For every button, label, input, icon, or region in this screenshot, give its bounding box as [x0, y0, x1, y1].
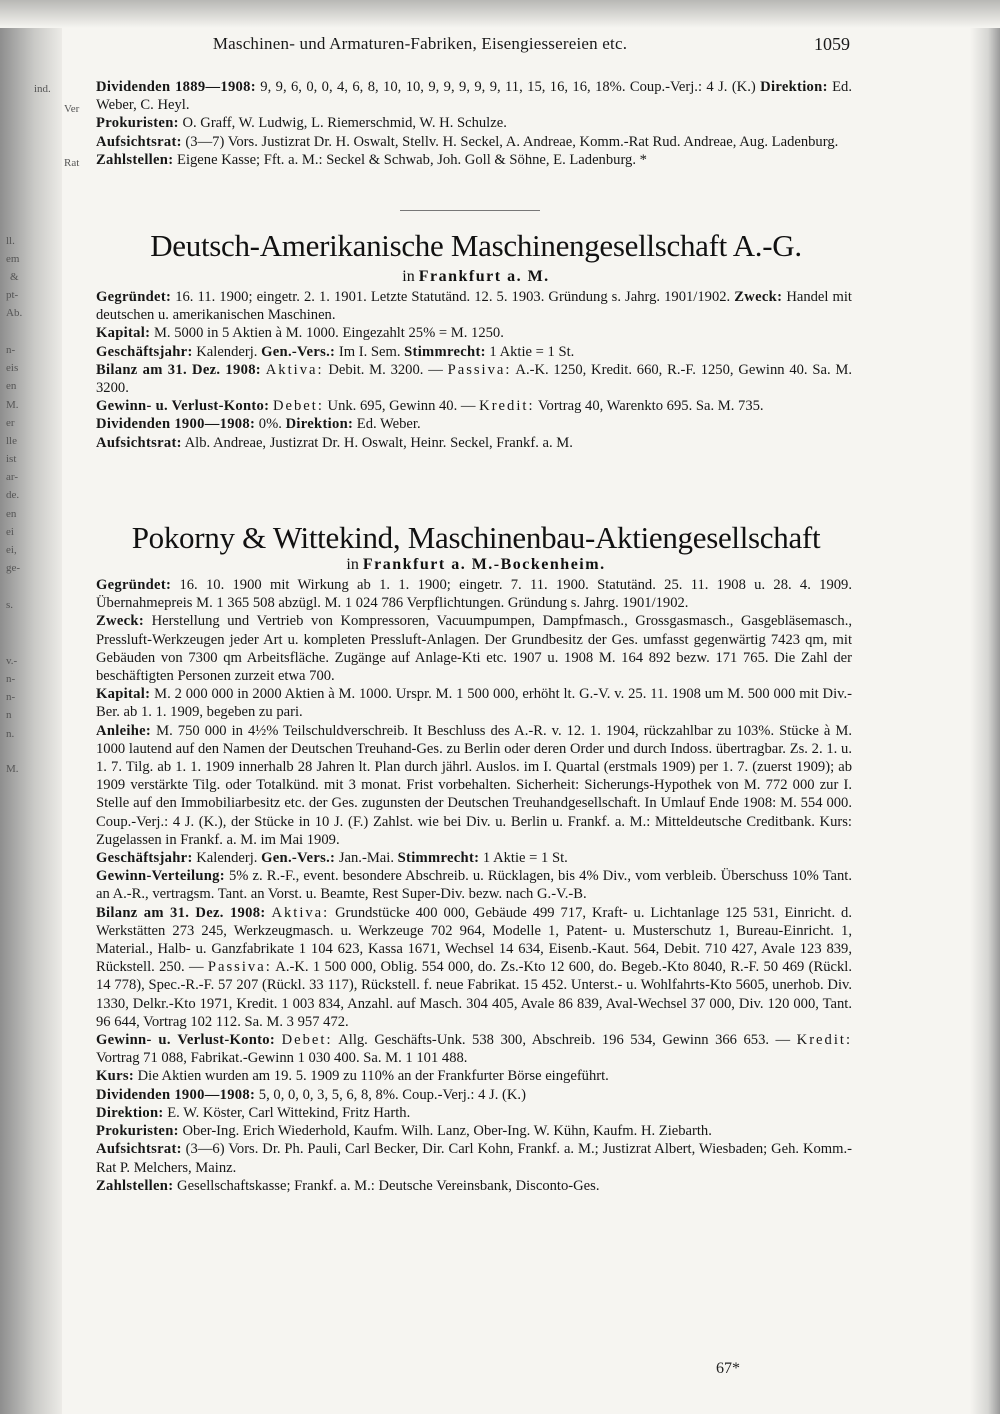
margin-fragment: n.: [6, 728, 15, 740]
field-value: Debit. M. 3200. —: [323, 361, 448, 378]
field-label: Gewinn-Verteilung:: [96, 868, 225, 885]
location-name: Frankfurt a. M.: [418, 268, 550, 285]
field-value: 16. 11. 1900; eingetr. 2. 1. 1901. Letzte Statutänd. 12. 5. 1903. Gründung s. Jahrg. 1901/1902.: [171, 289, 735, 305]
field-label: Kapital:: [96, 686, 151, 703]
field-value: Ed. Weber.: [353, 416, 421, 433]
field-value: 0%.: [255, 416, 286, 433]
margin-fragment: ll.: [6, 235, 15, 247]
entry-line: [96, 397, 852, 415]
aktiva-label: Aktiva:: [265, 361, 324, 378]
margin-fragment: ind.: [34, 83, 51, 95]
field-label: Prokuristen:: [96, 115, 179, 132]
field-value: M. 2 000 000 in 2000 Aktien à M. 1000. Urspr. M. 1 500 000, erhöht lt. G.-V. v. 25. 11. 1908 um M. 500 000 mit Div.-Ber. ab 1. 1. 1909, begeben zu pari.: [96, 686, 852, 721]
field-label: Zahlstellen:: [96, 1177, 174, 1194]
passiva-label: Passiva:: [447, 361, 512, 378]
field-label: Dividenden 1900—1908:: [96, 416, 256, 433]
margin-fragment: ei: [6, 526, 14, 538]
field-label: Bilanz am 31. Dez. 1908:: [96, 904, 266, 921]
entry-line: [96, 324, 852, 342]
margin-fragment: Rat: [64, 157, 80, 169]
field-label: Gegründet:: [96, 577, 172, 593]
entry-line: [96, 1140, 852, 1176]
field-value: O. Graff, W. Ludwig, L. Riemerschmid, W. H. Schulze.: [178, 115, 507, 132]
field-value: Handel mit deutschen u. amerikanischen Maschinen.: [96, 289, 852, 324]
entry-line: [96, 867, 852, 903]
kredit-label: Kredit:: [479, 398, 535, 415]
field-label: Anleihe:: [96, 722, 152, 739]
debet-label: Debet:: [272, 398, 324, 415]
entry-line: [96, 722, 852, 849]
margin-fragment: de.: [6, 489, 20, 501]
margin-fragment: s.: [6, 599, 14, 611]
company-location: [96, 556, 856, 574]
kredit-label: Kredit:: [796, 1032, 852, 1049]
field-label: Zweck:: [96, 613, 145, 630]
field-value: (3—7) Vors. Justizrat Dr. H. Oswalt, Stellv. H. Seckel, A. Andreae, Komm.-Rat Rud. Andreae, Aug. Ladenburg.: [181, 133, 839, 150]
field-label: Aufsichtsrat:: [96, 133, 182, 150]
margin-fragment: en: [6, 380, 17, 392]
field-value: 1 Aktie = 1 St.: [479, 850, 568, 867]
field-value: A.-K. 1250, Kredit. 660, R.-F. 1250, Gewinn 40. Sa. M. 3200.: [96, 361, 852, 397]
field-label: Bilanz am 31. Dez. 1908:: [96, 361, 261, 378]
margin-fragment: ist: [6, 453, 17, 465]
margin-fragment: pt-: [6, 289, 19, 301]
entry-line: [96, 361, 852, 397]
margin-fragment: en: [6, 508, 17, 520]
company-location: [96, 268, 856, 286]
field-label: Direktion:: [285, 416, 354, 433]
field-value: A.-K. 1 500 000, Oblig. 554 000, do. Zs.-Kto 12 600, do. Begeb.-Kto 8040, R.-F. 50 469 (Rückl. 14 778), Spec.-R.-F. 57 207 (Rückl. 33 117), Rückstell. f. neue Fabrikat. 15 452. Unterst.- u. Wohlfahrts-Kto 5605, unerhob. Div. 1330, Delkr.-Kto 1971, Kredit. 1 003 834, Anzahl. auf Masch. 304 405, Avale 86 839, Aval-Wechsel 37 000, Div. 120 000, Tant. 96 644, Vortrag 102 112. Sa. M. 3 957 472.: [96, 959, 852, 1030]
field-value: Herstellung und Vertrieb von Kompressoren, Vacuumpumpen, Dampfmasch., Grossgasmasch., Gasgebläsemasch., Pressluft-Werkzeugen jeder Art u. kompleten Pressluft-Anlagen. Der Grundbesitz der Ges. umfasst gegenwärtig 7423 qm, mit Gebäuden von 7300 qm Arbeitsfläche. Zugänge auf Anlage-Kti etc. 1907 u. 1908 M. 164 892 bezw. 171 765. Die Zahl der beschäftigten Personen zurzeit etwa 700.: [96, 613, 852, 685]
field-value: 1 Aktie = 1 St.: [485, 343, 575, 360]
aktiva-label: Aktiva:: [271, 904, 330, 921]
entry-line: [96, 1067, 852, 1085]
passiva-label: Passiva:: [207, 959, 272, 976]
field-label: Dividenden 1900—1908:: [96, 1086, 256, 1103]
company-entry: [96, 288, 852, 452]
field-value: Ober-Ing. Erich Wiederhold, Kaufm. Wilh. Lanz, Ober-Ing. W. Kühn, Kaufm. H. Ziebarth.: [178, 1123, 712, 1140]
field-label: Direktion:: [760, 79, 828, 95]
entry-line: [96, 1031, 852, 1067]
field-label: Geschäftsjahr:: [96, 343, 193, 360]
entry-line: [96, 1086, 852, 1104]
margin-fragment: Ab.: [6, 307, 23, 319]
margin-fragment: n-: [6, 673, 16, 685]
entry-line: [96, 1122, 852, 1140]
right-edge-shadow: [970, 0, 1000, 1414]
margin-fragment: M.: [6, 399, 19, 411]
field-value: Jan.-Mai.: [335, 850, 398, 867]
field-value: Vortrag 40, Warenkto 695. Sa. M. 735.: [534, 398, 764, 415]
margin-fragment: &: [10, 271, 19, 283]
field-label: Gen.-Vers.:: [261, 850, 336, 867]
entry-line: [96, 151, 852, 169]
margin-fragment: ge-: [6, 562, 21, 574]
field-label: Aufsichtsrat:: [96, 1141, 182, 1158]
entry-line: [96, 685, 852, 721]
entry-line: [96, 849, 852, 867]
company-title: Pokorny & Wittekind, Maschinenbau-Aktiengesellschaft: [131, 520, 821, 555]
left-margin-shadow: [0, 0, 62, 1414]
margin-fragment: eis: [6, 362, 19, 374]
location-prefix: in: [346, 556, 363, 573]
page-number: 1059: [814, 34, 850, 54]
entry-line: [96, 904, 852, 1031]
field-value: 5, 0, 0, 0, 3, 5, 6, 8, 8%. Coup.-Verj.: 4 J. (K.): [255, 1086, 526, 1103]
margin-fragment: ar-: [6, 471, 18, 483]
section-rule: [400, 210, 540, 211]
entry-line: [96, 612, 852, 685]
field-value: Allg. Geschäfts-Unk. 538 300, Abschreib. 196 534, Gewinn 366 653. —: [332, 1032, 797, 1049]
field-value: Vortrag 71 088, Fabrikat.-Gewinn 1 030 400. Sa. M. 1 101 488.: [96, 1050, 468, 1067]
margin-fragment: em: [6, 253, 20, 265]
entry-line: [96, 78, 852, 114]
top-edge-shadow: [0, 0, 1000, 28]
field-label: Prokuristen:: [96, 1123, 179, 1140]
entry-line: [96, 114, 852, 132]
field-label: Zweck:: [734, 289, 783, 305]
entry-line: [96, 343, 852, 361]
signature-mark: 67*: [716, 1360, 740, 1377]
field-value: Alb. Andreae, Justizrat Dr. H. Oswalt, Heinr. Seckel, Frankf. a. M.: [181, 434, 573, 451]
entry-continuation: [96, 78, 852, 169]
field-value: (3—6) Vors. Dr. Ph. Pauli, Carl Becker, Dir. Carl Kohn, Frankf. a. M.; Justizrat Albert, Wiesbaden; Geh. Komm.-Rat P. Melchers, Mainz.: [96, 1141, 852, 1176]
field-label: Gegründet:: [96, 289, 172, 305]
field-value: 16. 10. 1900 mit Wirkung ab 1. 1. 1900; eingetr. 7. 11. 1900. Statutänd. 25. 11. 1908 u. 28. 4. 1909. Übernahmepreis M. 1 365 508 abzügl. M. 1 024 786 Verpflichtungen. Gründung s. Jahrg. 1901/1902.: [96, 577, 852, 612]
field-label: Aufsichtsrat:: [96, 434, 182, 451]
field-value: Eigene Kasse; Fft. a. M.: Seckel & Schwab, Joh. Goll & Söhne, E. Ladenburg. *: [173, 151, 647, 168]
field-value: E. W. Köster, Carl Wittekind, Fritz Harth.: [163, 1104, 411, 1121]
location-prefix: in: [402, 268, 419, 285]
field-label: Gen.-Vers.:: [261, 343, 336, 360]
location-name: Frankfurt a. M.-Bockenheim.: [362, 556, 606, 573]
field-value: Kalenderj.: [192, 343, 262, 360]
field-label: Zahlstellen:: [96, 151, 174, 168]
margin-fragment: Ver: [64, 103, 80, 115]
field-label: Gewinn- u. Verlust-Konto:: [96, 1032, 276, 1049]
field-value: M. 750 000 in 4½% Teilschuldverschreib. It Beschluss des A.-R. v. 12. 1. 1904, rückzahlbar zu 103%. Stücke à M. 1000 lautend auf den Namen der Deutschen Treuhand-Ges. zu Berlin oder deren Order und durch Indoss. übertragbar. Zs. 2. 1. u. 1. 7. Tilg. ab 1. 1. 1909 innerhalb 28 Jahren lt. Plan durch jährl. Auslos. im I. Quartal (erstmals 1909) per 1. 7. (zuerst 1909); ab 1909 verstärkte Tilg. oder Totalkünd. mit 3 monat. Frist vorbehalten. Sicherheit: Sicherungs-Hypothek von M. 772 000 zur I. Stelle auf den Immobiliarbesitz etc. der Ges. zugunsten der Deutschen Treuhandgesellschaft. In Umlauf Ende 1908: M. 554 000. Coup.-Verj.: 4 J. (K.), der Stücke in 10 J. (F.) Zahlst. wie bei Div. u. Berlin u. Frankf. a. M.: Mitteldeutsche Creditbank. Kurs: Zugelassen in Frankf. a. M. im Mai 1909.: [96, 722, 852, 848]
field-value: M. 5000 in 5 Aktien à M. 1000. Eingezahlt 25% = M. 1250.: [150, 325, 504, 342]
running-title: Maschinen- und Armaturen-Fabriken, Eisengiessereien etc.: [212, 34, 628, 53]
field-label: Stimmrecht:: [397, 850, 480, 867]
margin-fragment: lle: [6, 435, 17, 447]
entry-line: [96, 434, 852, 452]
field-label: Stimmrecht:: [404, 343, 486, 360]
margin-fragment: n: [6, 709, 12, 721]
field-label: Gewinn- u. Verlust-Konto:: [96, 398, 270, 415]
margin-fragment: n-: [6, 691, 16, 703]
debet-label: Debet:: [281, 1032, 333, 1049]
field-label: Dividenden 1889—1908:: [96, 79, 256, 95]
field-label: Kapital:: [96, 325, 151, 342]
field-value: Grundstücke 400 000, Gebäude 499 717, Kraft- u. Lichtanlage 125 531, Einricht. d. Werkstätten 273 245, Werkzeugmasch. u. Werkzeuge 702 964, Modelle 1, Patent- u. Musterschutz 1, Bureau-Einricht. 1, Material., Halb- u. Ganzfabrikate 1 104 623, Kassa 1671, Wechsel 14 634, Eisenb.-Kaut. 564, Debit. 710 427, Avale 123 839, Rückstell. 250. —: [96, 904, 852, 976]
field-value: Ed. Weber, C. Heyl.: [96, 79, 852, 114]
margin-fragment: M.: [6, 763, 19, 775]
field-value: Unk. 695, Gewinn 40. —: [323, 398, 480, 415]
entry-line: [96, 415, 852, 433]
entry-line: [96, 576, 852, 612]
company-title: Deutsch-Amerikanische Maschinengesellschaft A.-G.: [150, 228, 802, 263]
field-value: 5% z. R.-F., event. besondere Abschreib. u. Rücklagen, bis 4% Div., vom verbleib. Überschuss 10% Tant. an A.-R., vertragsm. Tant. an Vorst. u. Beamte, Rest Super-Div. bezw. nach G.-V.-B.: [96, 868, 852, 903]
field-label: Kurs:: [96, 1068, 134, 1085]
entry-line: [96, 288, 852, 324]
margin-fragment: ei,: [6, 544, 17, 556]
field-label: Direktion:: [96, 1104, 164, 1121]
field-label: Geschäftsjahr:: [96, 850, 193, 867]
margin-fragment: v.-: [6, 655, 18, 667]
field-value: 9, 9, 6, 0, 0, 4, 6, 8, 10, 10, 9, 9, 9, 9, 9, 11, 15, 16, 16, 18%. Coup.-Verj.: 4 J. (K.): [255, 79, 761, 95]
field-value: Kalenderj.: [192, 850, 262, 867]
company-entry: [96, 576, 852, 1195]
margin-fragment: er: [6, 417, 15, 429]
field-value: Im I. Sem.: [335, 343, 405, 360]
entry-line: [96, 1177, 852, 1195]
entry-line: [96, 1104, 852, 1122]
field-value: Die Aktien wurden am 19. 5. 1909 zu 110% an der Frankfurter Börse eingeführt.: [133, 1068, 609, 1085]
field-value: Gesellschaftskasse; Frankf. a. M.: Deutsche Vereinsbank, Disconto-Ges.: [173, 1177, 600, 1194]
entry-line: [96, 133, 852, 151]
margin-fragment: n-: [6, 344, 16, 356]
